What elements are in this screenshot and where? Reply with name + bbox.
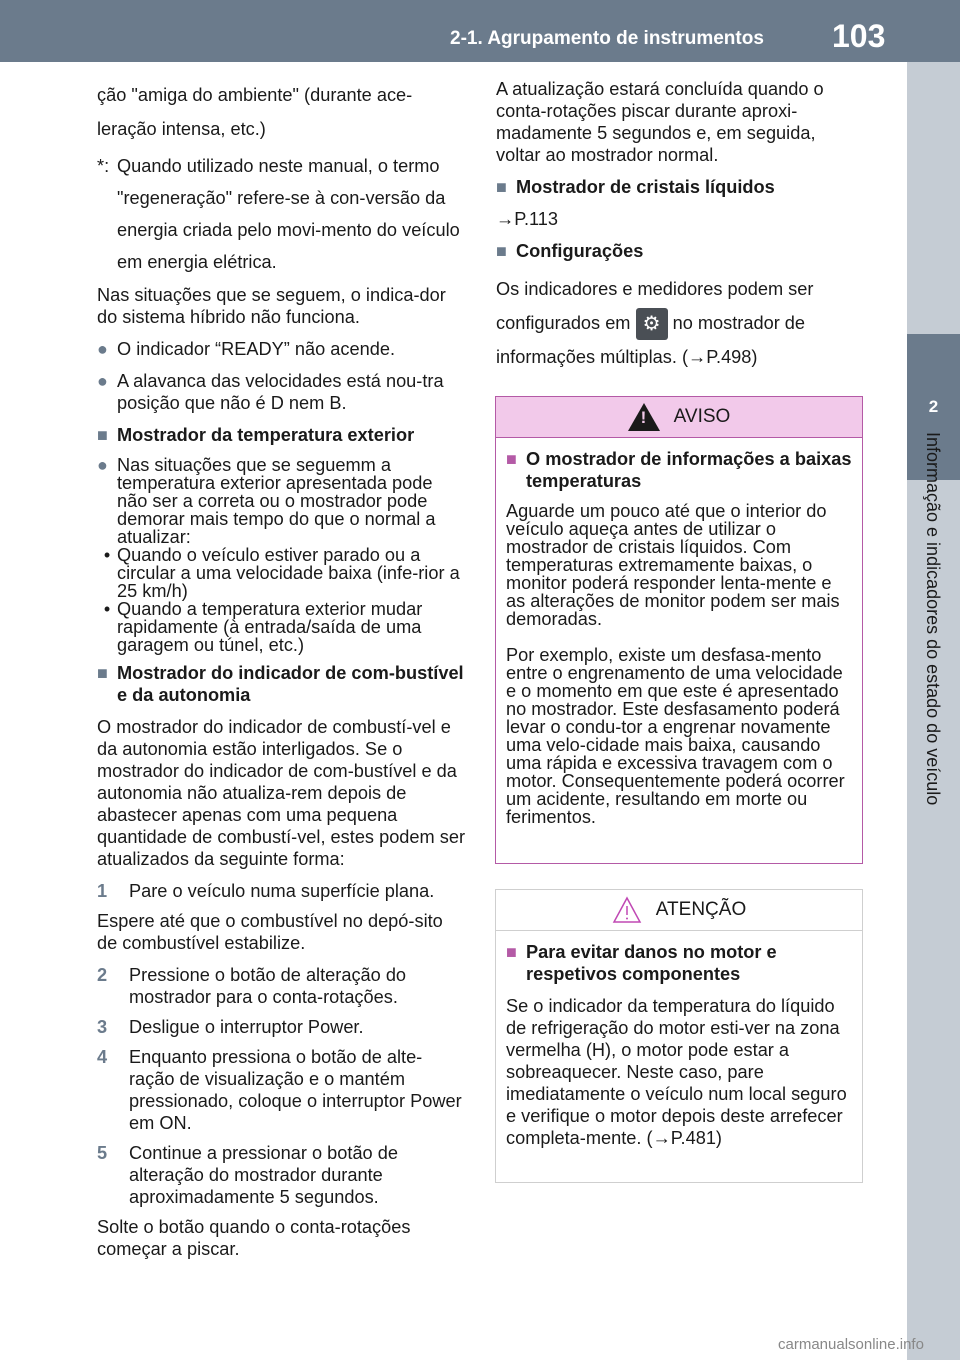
footnote-text: Quando utilizado neste manual, o termo "regeneração" refere-se à con-versão da energia criada pelo movi-mento do veículo em energia elétrica. xyxy=(117,156,460,272)
step-item xyxy=(97,1046,465,1134)
step-text: Continue a pressionar o botão de alteração do mostrador durante aproximadamente 5 segundos. xyxy=(129,1143,398,1207)
dash-item xyxy=(97,546,465,600)
subheading-text: Mostrador de cristais líquidos xyxy=(516,177,775,197)
paragraph xyxy=(496,272,864,374)
caution-header xyxy=(496,890,862,931)
dash-text: Quando a temperatura exterior mudar rapidamente (à entrada/saída de uma garagem ou túnel, etc.) xyxy=(117,599,423,655)
paragraph: A atualização estará concluída quando o conta-rotações piscar durante aproxi-madamente 5 segundos e, em seguida, voltar ao mostrador normal. xyxy=(496,79,824,165)
bullet-text: Nas situações que se seguemm a temperatura exterior apresentada pode não ser a correta ou o mostrador pode demorar mais tempo do que o normal a atualizar: xyxy=(117,455,436,547)
step-item xyxy=(97,964,465,1008)
square-bullet-icon: ■ xyxy=(496,177,507,197)
bullet-text: A alavanca das velocidades está nou-tra posição que não é D nem B. xyxy=(117,371,444,413)
paragraph: Por exemplo, existe um desfasa-mento entre o engrenamento de uma velocidade e o momento em que este é apresentado no mostrador. Este desfasamento poderá levar o condu-tor a engrenar novamente uma velo-cidade mais baixa, causando uma rápida e excessiva travagem com o motor. Consequentemente poderá ocorrer um acidente, resultando em morte ou ferimentos. xyxy=(506,645,845,827)
paragraph: O mostrador do indicador de combustí-vel e da autonomia estão interligados. Se o mostrador do indicador de com-bustível e da autonomia não atualiza-rem depois de abastecer apenas com uma pequena quantidade de combustí-vel, estes podem ser atualizados da seguinte forma: xyxy=(97,717,466,869)
subheading-text: Para evitar danos no motor e respetivos componentes xyxy=(526,942,777,984)
subheading xyxy=(506,941,852,985)
step-text: Desligue o interruptor Power. xyxy=(129,1017,364,1037)
paragraph-text: Os indicadores e medidores podem ser configurados em xyxy=(496,279,814,333)
bullet-dot-icon: ● xyxy=(97,455,108,475)
dash-bullet-icon: • xyxy=(103,599,111,619)
chapter-tab-active[interactable]: 2 xyxy=(907,334,960,480)
bullet-item xyxy=(97,370,465,414)
step-number: 4 xyxy=(97,1047,108,1067)
square-bullet-icon: ■ xyxy=(97,425,108,445)
gear-icon: ⚙ xyxy=(636,308,668,340)
left-column xyxy=(97,78,465,1270)
subheading xyxy=(506,448,852,492)
paragraph: Nas situações que se seguem, o indica-dor do sistema híbrido não funciona. xyxy=(97,285,446,327)
caution-title: ATENÇÃO xyxy=(655,899,747,920)
bullet-dot-icon: ● xyxy=(97,339,108,359)
caution-body xyxy=(496,931,862,1149)
step-number: 5 xyxy=(97,1143,108,1163)
paragraph: ção "amiga do ambiente" (durante ace-leração intensa, etc.) xyxy=(97,85,413,139)
bullet-dot-icon: ● xyxy=(97,371,108,391)
subheading xyxy=(97,424,465,446)
subheading xyxy=(97,662,465,706)
step-number: 1 xyxy=(97,881,108,901)
dash-bullet-icon: • xyxy=(103,545,111,565)
page-reference[interactable]: →P.113 xyxy=(496,209,559,229)
caution-triangle-icon xyxy=(612,896,642,924)
square-bullet-icon: ■ xyxy=(506,942,517,962)
subheading-text: Configurações xyxy=(516,241,644,261)
tab-strip-top xyxy=(907,62,960,334)
chapter-tab-label: Informação e indicadores do estado do veículo xyxy=(923,432,943,806)
bullet-item xyxy=(97,456,465,546)
page-number: 103 xyxy=(832,18,886,54)
footnote-mark: *: xyxy=(97,156,110,176)
warning-box xyxy=(495,396,863,864)
right-column xyxy=(496,78,864,378)
step-text: Enquanto pressiona o botão de alte-ração de visualização e o mantém pressionado, coloque o interruptor Power em ON. xyxy=(129,1047,462,1133)
caution-box xyxy=(495,889,863,1183)
subheading xyxy=(496,176,864,198)
paragraph: Se o indicador da temperatura do líquido de refrigeração do motor esti-ver na zona vermelha (H), o motor pode estar a sobreaquecer. Neste caso, pare imediatamente o veículo num local seguro e verifique o motor depois deste arrefecer completa-mente. (→P.481) xyxy=(506,996,847,1148)
warning-triangle-icon: ! xyxy=(628,403,660,431)
paragraph-text: no mostrador de informações múltiplas. (→P.498) xyxy=(496,313,806,368)
bullet-text: O indicador “READY” não acende. xyxy=(117,339,396,359)
square-bullet-icon: ■ xyxy=(496,241,507,261)
warning-body xyxy=(496,438,862,826)
dash-item xyxy=(97,600,465,654)
step-text: Pare o veículo numa superfície plana. xyxy=(129,881,435,901)
footnote xyxy=(97,150,465,278)
subheading-text: O mostrador de informações a baixas temperaturas xyxy=(526,449,852,491)
step-number: 3 xyxy=(97,1017,108,1037)
paragraph: Solte o botão quando o conta-rotações começar a piscar. xyxy=(97,1217,411,1259)
step-number: 2 xyxy=(97,965,108,985)
step-text: Pressione o botão de alteração do mostrador para o conta-rotações. xyxy=(129,965,407,1007)
warning-title: AVISO xyxy=(673,406,731,427)
subheading-text: Mostrador do indicador de com-bustível e da autonomia xyxy=(117,663,464,705)
step-item xyxy=(97,1016,465,1038)
subheading-text: Mostrador da temperatura exterior xyxy=(117,425,415,445)
bullet-item xyxy=(97,338,465,360)
square-bullet-icon: ■ xyxy=(506,449,517,469)
step-item xyxy=(97,880,465,902)
header-bar xyxy=(0,0,960,62)
paragraph: Espere até que o combustível no depó-sito de combustível estabilize. xyxy=(97,911,443,953)
dash-text: Quando o veículo estiver parado ou a circular a uma velocidade baixa (infe-rior a 25 km/h) xyxy=(117,545,460,601)
paragraph: Aguarde um pouco até que o interior do veículo aqueça antes de utilizar o mostrador de cristais líquidos. Com temperaturas extremamente baixas, o monitor poderá responder lenta-mente e as alterações de monitor podem ser mais demoradas. xyxy=(506,501,840,629)
watermark: carmanualsonline.info xyxy=(778,1336,924,1353)
section-title: 2-1. Agrupamento de instrumentos xyxy=(450,28,764,49)
square-bullet-icon: ■ xyxy=(97,663,108,683)
warning-header xyxy=(496,397,862,438)
subheading xyxy=(496,240,864,262)
step-item xyxy=(97,1142,465,1208)
